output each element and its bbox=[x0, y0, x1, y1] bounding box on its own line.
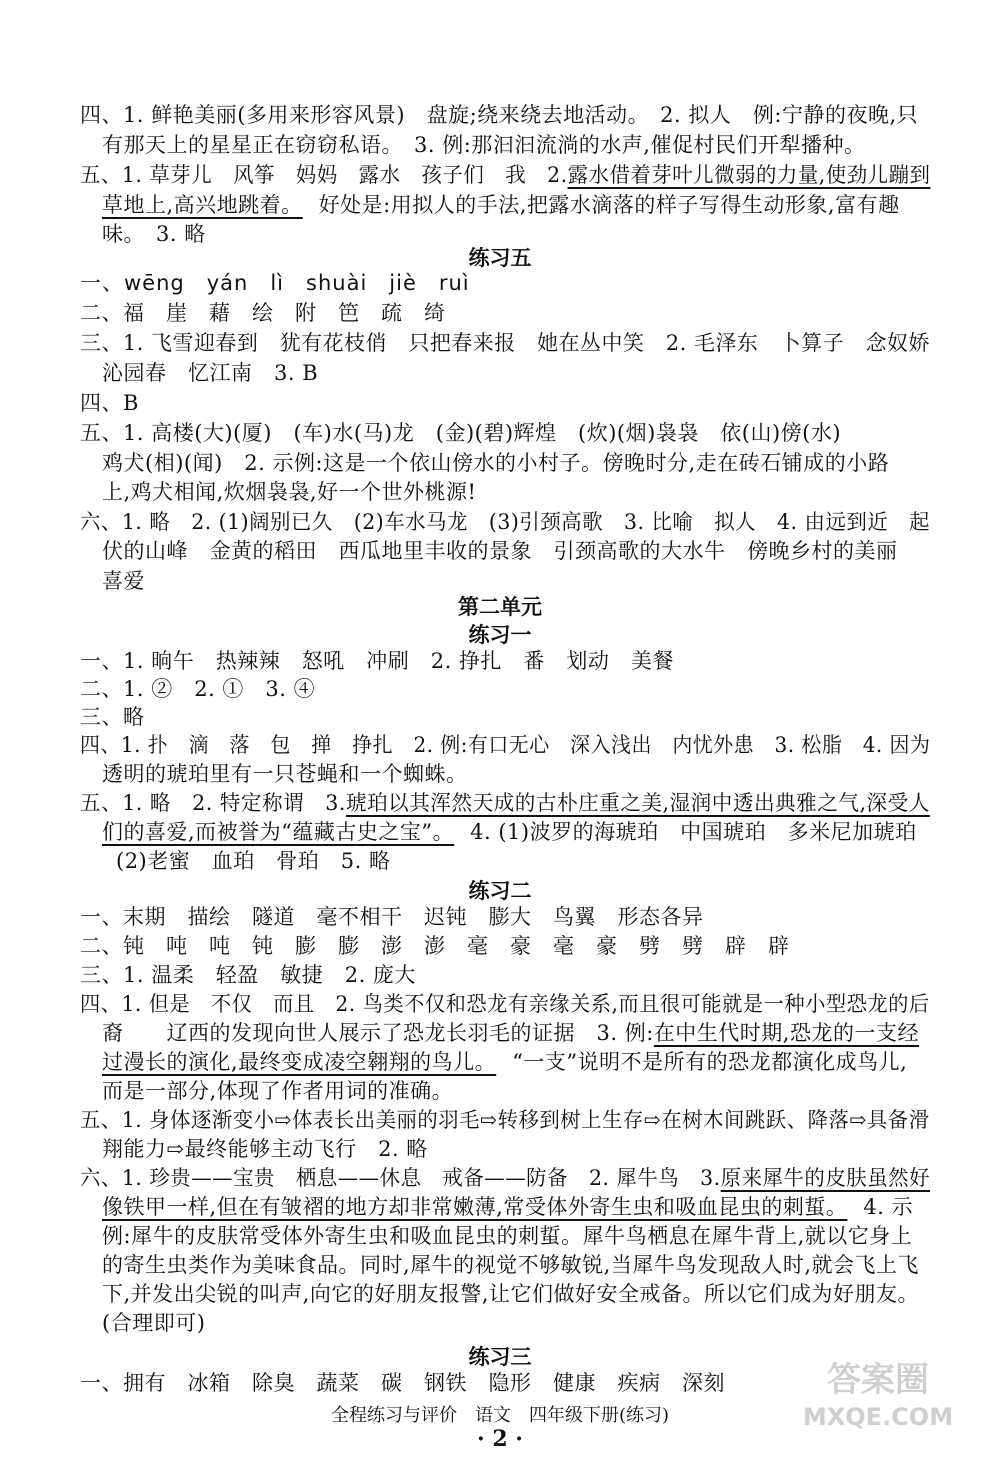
section-heading: 练习五 bbox=[468, 246, 532, 270]
answer-line: 二、钝 吨 吨 钝 膨 膨 澎 澎 毫 豪 毫 豪 劈 劈 辟 辟 bbox=[80, 934, 790, 958]
underlined-sentence: 露水借着芽叶儿微弱的力量,使劲儿蹦到 bbox=[567, 163, 931, 187]
answer-line: 下,并发出尖锐的叫声,向它的好朋友报警,让它们做好安全戒备。所以它们成为好朋友。 bbox=[102, 1282, 920, 1306]
section-heading: 练习二 bbox=[468, 879, 532, 903]
answer-line: 翔能力⇨最终能够主动飞行 2. 略 bbox=[102, 1137, 428, 1161]
answer-line: 喜爱 bbox=[102, 569, 145, 593]
answer-line: 们的喜爱,而被誉为“蕴藏古史之宝”。 4. (1)波罗的海琥珀 中国琥珀 多米尼加琥珀 bbox=[102, 820, 917, 844]
answer-line: 沁园春 忆江南 3. B bbox=[102, 361, 319, 385]
unit-heading: 第二单元 bbox=[458, 595, 542, 619]
answer-line: 四、B bbox=[80, 391, 139, 415]
answer-line: 五、1. 略 2. 特定称谓 3.琥珀以其浑然天成的古朴庄重之美,湿润中透出典雅之气,深受人 bbox=[80, 791, 930, 815]
answer-line: 三、1. 飞雪迎春到 犹有花枝俏 只把春来报 她在丛中笑 2. 毛泽东 卜算子 念奴娇 bbox=[80, 331, 930, 355]
watermark-title: 答案圈 bbox=[827, 1360, 929, 1400]
answer-line: (2)老蜜 血珀 骨珀 5. 略 bbox=[116, 849, 391, 873]
answer-line: 一、末期 描绘 隧道 毫不相干 迟钝 膨大 鸟翼 形态各异 bbox=[80, 905, 704, 929]
answer-line: 的寄生虫类作为美味食品。同时,犀牛的视觉不够敏锐,当犀牛鸟发现敌人时,就会飞上飞 bbox=[102, 1253, 920, 1277]
answer-line: 像铁甲一样,但在有皱褶的地方却非常嫩薄,常受体外寄生虫和吸血昆虫的刺蜇。 4. 示 bbox=[102, 1195, 914, 1219]
answer-line: 鸡犬(相)(闻) 2. 示例:这是一个依山傍水的小村子。傍晚时分,走在砖石铺成的小路 bbox=[102, 451, 890, 475]
underlined-sentence: 原来犀牛的皮肤虽然好 bbox=[720, 1166, 931, 1190]
answer-line: 草地上,高兴地跳着。 好处是:用拟人的手法,把露水滴落的样子写得生动形象,富有趣 bbox=[102, 193, 900, 217]
underlined-sentence: 像铁甲一样,但在有皱褶的地方却非常嫩薄,常受体外寄生虫和吸血昆虫的刺蜇。 bbox=[102, 1195, 848, 1219]
answer-line: 过漫长的演化,最终变成凌空翱翔的鸟儿。 “一支”说明不是所有的恐龙都演化成鸟儿, bbox=[102, 1050, 908, 1074]
answer-line: 有那天上的星星正在窃窃私语。 3. 例:那汩汩流淌的水声,催促村民们开犁播种。 bbox=[102, 133, 866, 157]
underlined-sentence: 们的喜爱,而被誉为“蕴藏古史之宝”。 bbox=[102, 820, 455, 844]
answer-line: 一、wēng yán lì shuài jiè ruì bbox=[80, 271, 470, 295]
answer-line: 六、1. 略 2. (1)阔别已久 (2)车水马龙 (3)引颈高歌 3. 比喻 拟人 4. 由远到近 起 bbox=[80, 510, 931, 534]
page-number: · 2 · bbox=[477, 1426, 523, 1452]
watermark-logo bbox=[778, 1345, 978, 1435]
answer-line: 四、1. 但是 不仅 而且 2. 鸟类不仅和恐龙有亲缘关系,而且很可能就是一种小型恐龙的后 bbox=[80, 992, 930, 1016]
answer-line: 二、福 崖 藉 绘 附 笆 疏 绮 bbox=[80, 301, 446, 325]
answer-line: 上,鸡犬相闻,炊烟袅袅,好一个世外桃源! bbox=[102, 480, 477, 504]
answer-line: 味。 3. 略 bbox=[102, 222, 206, 246]
answer-line: 三、略 bbox=[80, 705, 145, 729]
answer-line: 五、1. 身体逐渐变小⇨体表长出美丽的羽毛⇨转移到树上生存⇨在树木间跳跃、降落⇨具备滑 bbox=[80, 1108, 930, 1132]
answer-line: (合理即可) bbox=[102, 1311, 206, 1335]
section-heading: 练习三 bbox=[468, 1345, 532, 1369]
answer-line: 三、1. 温柔 轻盈 敏捷 2. 庞大 bbox=[80, 963, 416, 987]
answer-line: 六、1. 珍贵——宝贵 栖息——休息 戒备——防备 2. 犀牛鸟 3.原来犀牛的皮肤虽然好 bbox=[80, 1166, 931, 1190]
answer-line: 而是一部分,体现了作者用词的准确。 bbox=[102, 1079, 454, 1103]
answer-line: 四、1. 鲜艳美丽(多用来形容风景) 盘旋;绕来绕去地活动。 2. 拟人 例:宁静的夜晚,只 bbox=[80, 103, 919, 127]
answer-line: 五、1. 草芽儿 风筝 妈妈 露水 孩子们 我 2.露水借着芽叶儿微弱的力量,使劲儿蹦到 bbox=[80, 163, 931, 187]
answer-line: 一、1. 晌午 热辣辣 怒吼 冲刷 2. 挣扎 番 划动 美餐 bbox=[80, 649, 674, 673]
answer-line: 五、1. 高楼(大)(厦) (车)水(马)龙 (金)(碧)辉煌 (炊)(烟)袅袅 依(山)傍(水) bbox=[80, 421, 842, 445]
underlined-sentence: 草地上,高兴地跳着。 bbox=[102, 193, 303, 217]
answer-line: 透明的琥珀里有一只苍蝇和一个蜘蛛。 bbox=[102, 762, 468, 786]
answer-line: 裔 辽西的发现向世人展示了恐龙长羽毛的证据 3. 例:在中生代时期,恐龙的一支经 bbox=[102, 1021, 919, 1045]
section-heading: 练习一 bbox=[468, 623, 532, 647]
underlined-sentence: 琥珀以其浑然天成的古朴庄重之美,湿润中透出典雅之气,深受人 bbox=[345, 791, 930, 815]
answer-line: 例:犀牛的皮肤常受体外寄生虫和吸血昆虫的刺蜇。犀牛鸟栖息在犀牛背上,就以它身上 bbox=[102, 1224, 913, 1248]
answer-line: 四、1. 扑 滴 落 包 掸 挣扎 2. 例:有口无心 深入浅出 内忧外患 3. 松脂 4. 因为 bbox=[80, 733, 931, 757]
answer-line: 伏的山峰 金黄的稻田 西瓜地里丰收的景象 引颈高歌的大水牛 傍晚乡村的美丽 bbox=[102, 539, 898, 563]
watermark-url: MXQE.COM bbox=[802, 1403, 954, 1431]
underlined-sentence: 过漫长的演化,最终变成凌空翱翔的鸟儿。 bbox=[102, 1050, 497, 1074]
underlined-sentence: 在中生代时期,恐龙的一支经 bbox=[653, 1021, 919, 1045]
page-footer: 全程练习与评价 语文 四年级下册(练习) bbox=[330, 1405, 670, 1426]
answer-line: 二、1. ② 2. ① 3. ④ bbox=[80, 677, 316, 701]
answer-line: 一、拥有 冰箱 除臭 蔬菜 碳 钢铁 隐形 健康 疾病 深刻 bbox=[80, 1371, 725, 1395]
